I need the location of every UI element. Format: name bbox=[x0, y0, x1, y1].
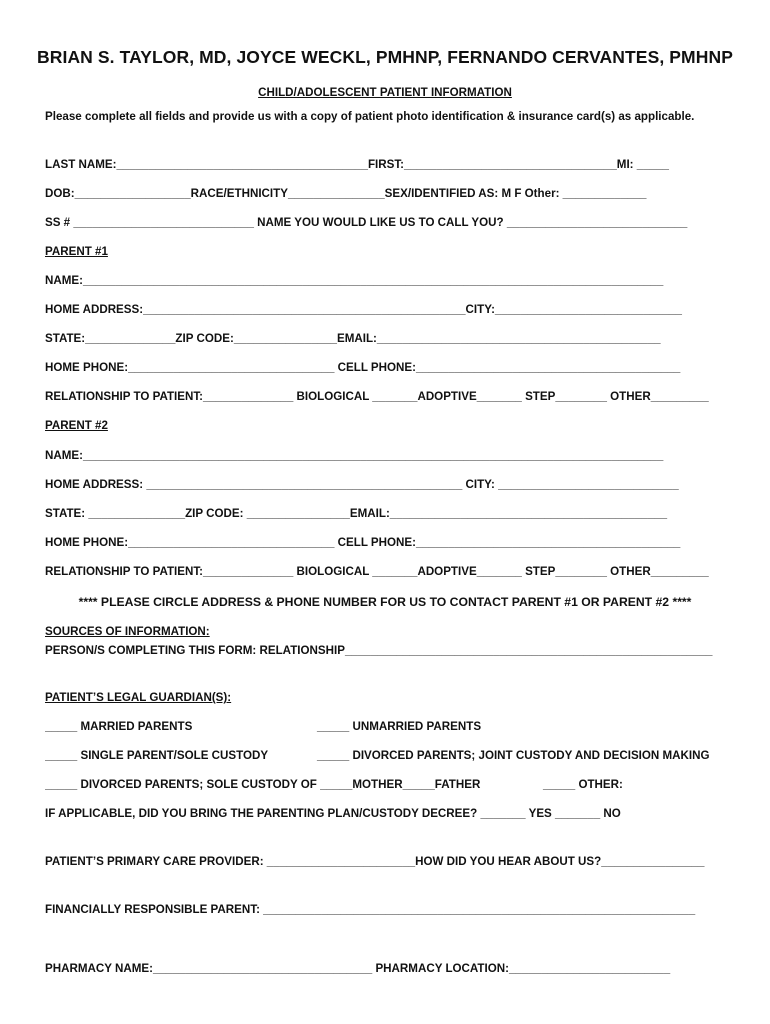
pcp-field[interactable]: PATIENT’S PRIMARY CARE PROVIDER: _______________________HOW DID YOU HEAR ABOUT US?________________ bbox=[45, 855, 705, 868]
unmarried-parents-option[interactable]: _____ UNMARRIED PARENTS bbox=[317, 720, 482, 733]
parent2-heading: PARENT #2 bbox=[45, 419, 108, 432]
single-parent-option[interactable]: _____ SINGLE PARENT/SOLE CUSTODY bbox=[45, 749, 269, 762]
sources-heading: SOURCES OF INFORMATION: bbox=[45, 625, 210, 638]
divorced-sole-option[interactable]: _____ DIVORCED PARENTS; SOLE CUSTODY OF _____MOTHER_____FATHER bbox=[45, 778, 481, 791]
form-subtitle: CHILD/ADOLESCENT PATIENT INFORMATION bbox=[258, 86, 512, 99]
parent2-phone-field[interactable]: HOME PHONE:________________________________ CELL PHONE:_________________________________________ bbox=[45, 536, 681, 549]
other-guardian-option[interactable]: _____ OTHER: bbox=[543, 778, 623, 791]
married-parents-option[interactable]: _____ MARRIED PARENTS bbox=[45, 720, 193, 733]
practice-title: BRIAN S. TAYLOR, MD, JOYCE WECKL, PMHNP, FERNANDO CERVANTES, PMHNP bbox=[37, 47, 733, 67]
parent1-name-field[interactable]: NAME:__________________________________________________________________________________________ bbox=[45, 274, 664, 287]
parent2-name-field[interactable]: NAME:__________________________________________________________________________________________ bbox=[45, 449, 664, 462]
parenting-plan-field[interactable]: IF APPLICABLE, DID YOU BRING THE PARENTING PLAN/CUSTODY DECREE? _______ YES _______ NO bbox=[45, 807, 621, 820]
parent1-phone-field[interactable]: HOME PHONE:________________________________ CELL PHONE:_________________________________________ bbox=[45, 361, 681, 374]
parent2-relationship-field[interactable]: RELATIONSHIP TO PATIENT:______________ BIOLOGICAL _______ADOPTIVE_______ STEP________ OTHER_________ bbox=[45, 565, 709, 578]
parent1-heading: PARENT #1 bbox=[45, 245, 108, 258]
divorced-joint-option[interactable]: _____ DIVORCED PARENTS; JOINT CUSTODY AND DECISION MAKING bbox=[317, 749, 710, 762]
pharmacy-field[interactable]: PHARMACY NAME:__________________________________ PHARMACY LOCATION:_________________________ bbox=[45, 962, 671, 975]
parent2-state-field[interactable]: STATE: _______________ZIP CODE: ________________EMAIL:___________________________________________ bbox=[45, 507, 668, 520]
guardian-heading: PATIENT’S LEGAL GUARDIAN(S): bbox=[45, 691, 232, 704]
parent1-address-field[interactable]: HOME ADDRESS:__________________________________________________CITY:_____________________________ bbox=[45, 303, 682, 316]
parent2-address-field[interactable]: HOME ADDRESS: _________________________________________________ CITY: ____________________________ bbox=[45, 478, 679, 491]
parent1-relationship-field[interactable]: RELATIONSHIP TO PATIENT:______________ BIOLOGICAL _______ADOPTIVE_______ STEP________ OTHER_________ bbox=[45, 390, 709, 403]
financial-parent-field[interactable]: FINANCIALLY RESPONSIBLE PARENT: ___________________________________________________________________ bbox=[45, 903, 696, 916]
form-instructions: Please complete all fields and provide us with a copy of patient photo identification & insurance card(s) as applicable. bbox=[45, 110, 695, 123]
patient-dob-field[interactable]: DOB:__________________RACE/ETHNICITY_______________SEX/IDENTIFIED AS: M F Other: _____________ bbox=[45, 187, 647, 200]
parent1-state-field[interactable]: STATE:______________ZIP CODE:________________EMAIL:____________________________________________ bbox=[45, 332, 661, 345]
form-completer-field[interactable]: PERSON/S COMPLETING THIS FORM: RELATIONSHIP_________________________________________________________ bbox=[45, 644, 713, 657]
contact-note: **** PLEASE CIRCLE ADDRESS & PHONE NUMBER FOR US TO CONTACT PARENT #1 OR PARENT #2 **** bbox=[78, 595, 692, 609]
patient-ss-field[interactable]: SS # ____________________________ NAME YOU WOULD LIKE US TO CALL YOU? ____________________________ bbox=[45, 216, 688, 229]
patient-name-field[interactable]: LAST NAME:_______________________________________FIRST:_________________________________MI: _____ bbox=[45, 158, 670, 171]
